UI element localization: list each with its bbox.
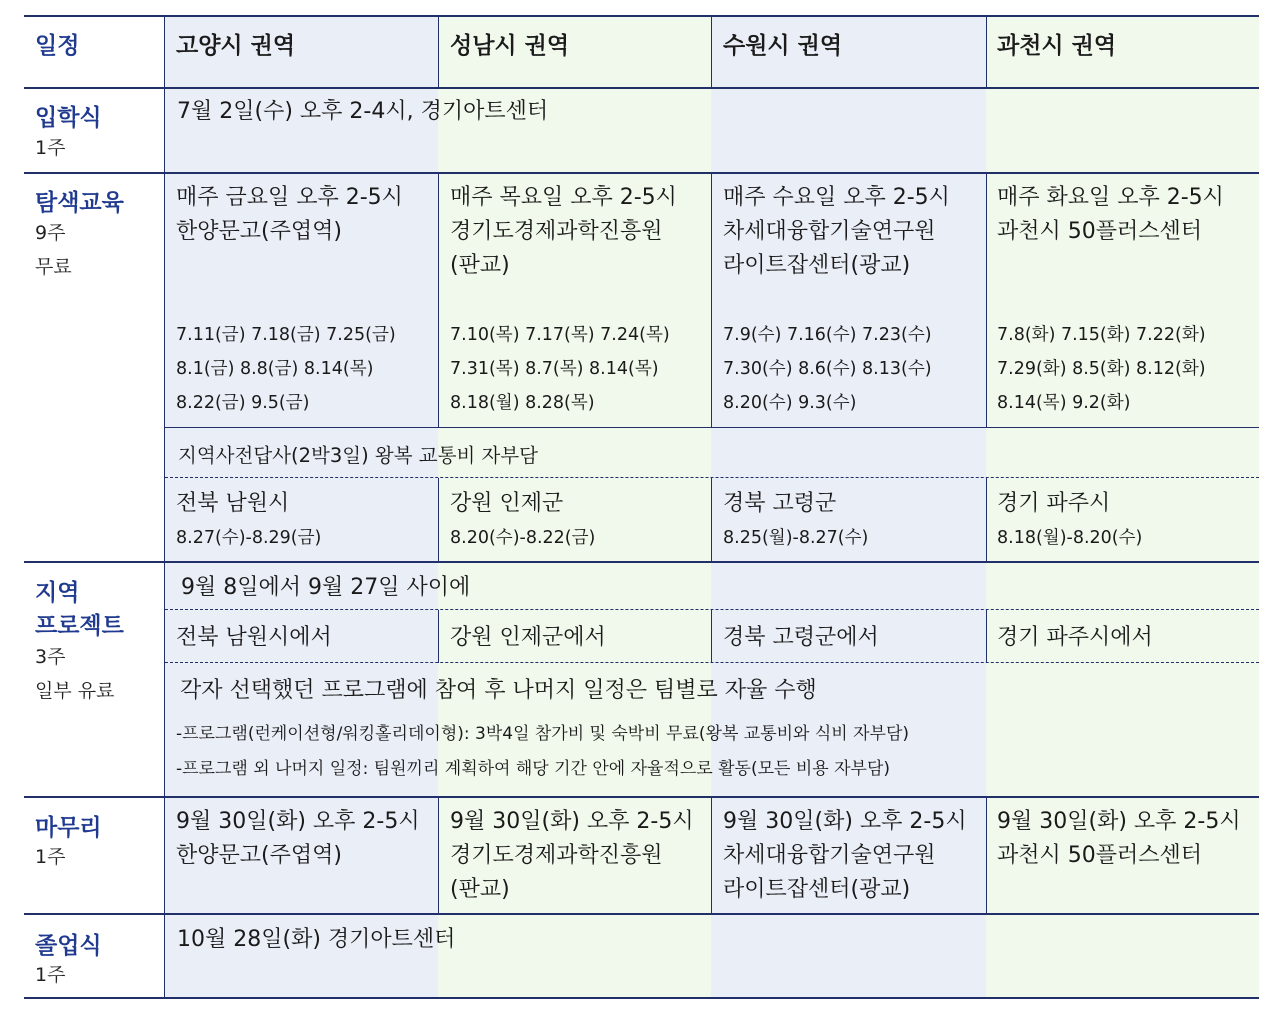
- project-main-note: 각자 선택했던 프로그램에 참여 후 나머지 일정은 팀별로 자율 수행: [180, 678, 817, 703]
- exploration-gwacheon-dates-3: 8.14(목) 9.2(화): [997, 393, 1131, 413]
- dashed-divider: [165, 477, 1259, 478]
- finish-suwon-time: 9월 30일(화) 오후 2-5시: [723, 809, 967, 834]
- finish-gwacheon-time: 9월 30일(화) 오후 2-5시: [997, 809, 1241, 834]
- exploration-suwon-dates-2: 7.30(수) 8.6(수) 8.13(수): [723, 359, 932, 379]
- row-divider: [24, 87, 1259, 89]
- column-divider: [438, 610, 439, 663]
- finish-seongnam-time: 9월 30일(화) 오후 2-5시: [450, 809, 694, 834]
- finish-suwon-place: 차세대융합기술연구원: [723, 843, 936, 868]
- exploration-fee: 무료: [35, 256, 72, 278]
- graduation-content: 10월 28일(화) 경기아트센터: [177, 927, 456, 952]
- trip-suwon-dates: 8.25(월)-8.27(수): [723, 528, 869, 548]
- column-divider: [711, 797, 712, 914]
- trip-suwon-place: 경북 고령군: [723, 491, 837, 516]
- project-place-seongnam: 강원 인제군에서: [450, 625, 606, 650]
- finish-seongnam-place: 경기도경제과학진흥원: [450, 843, 663, 868]
- exploration-goyang-dates-3: 8.22(금) 9.5(금): [176, 393, 310, 413]
- column-divider: [711, 610, 712, 663]
- exploration-goyang-place: 한양문고(주엽역): [176, 219, 342, 244]
- entrance-content: 7월 2일(수) 오후 2-4시, 경기아트센터: [177, 99, 549, 124]
- trip-note: 지역사전답사(2박3일) 왕복 교통비 자부담: [178, 444, 539, 467]
- header-seongnam: 성남시 권역: [450, 33, 570, 59]
- header-suwon: 수원시 권역: [723, 33, 843, 59]
- project-fee: 일부 유료: [35, 680, 115, 702]
- exploration-goyang-dates-2: 8.1(금) 8.8(금) 8.14(목): [176, 359, 374, 379]
- column-divider: [986, 797, 987, 914]
- header-schedule: 일정: [35, 33, 80, 59]
- finish-gwacheon-place: 과천시 50플러스센터: [997, 843, 1203, 868]
- column-divider: [711, 478, 712, 562]
- exploration-suwon-place: 차세대융합기술연구원: [723, 219, 936, 244]
- exploration-goyang-time: 매주 금요일 오후 2-5시: [176, 185, 403, 210]
- exploration-seongnam-dates-1: 7.10(목) 7.17(목) 7.24(목): [450, 325, 670, 345]
- dashed-divider: [165, 662, 1259, 663]
- project-note-2: -프로그램 외 나머지 일정: 팀원끼리 계획하여 해당 기간 안에 자율적으로 활동(모든 비용 자부담): [176, 759, 891, 779]
- exploration-goyang-dates-1: 7.11(금) 7.18(금) 7.25(금): [176, 325, 396, 345]
- header-goyang: 고양시 권역: [176, 33, 296, 59]
- trip-seongnam-place: 강원 인제군: [450, 491, 564, 516]
- column-divider: [711, 173, 712, 428]
- exploration-seongnam-dates-2: 7.31(목) 8.7(목) 8.14(목): [450, 359, 659, 379]
- project-title-2: 프로젝트: [35, 613, 124, 639]
- column-divider: [986, 173, 987, 428]
- trip-gwacheon-dates: 8.18(월)-8.20(수): [997, 528, 1143, 548]
- exploration-suwon-time: 매주 수요일 오후 2-5시: [723, 185, 950, 210]
- row-divider: [24, 172, 1259, 174]
- exploration-title: 탐색교육: [35, 190, 124, 216]
- exploration-gwacheon-dates-1: 7.8(화) 7.15(화) 7.22(화): [997, 325, 1206, 345]
- exploration-gwacheon-place: 과천시 50플러스센터: [997, 219, 1203, 244]
- trip-goyang-place: 전북 남원시: [176, 491, 290, 516]
- exploration-seongnam-dates-3: 8.18(월) 8.28(목): [450, 393, 595, 413]
- column-divider: [986, 610, 987, 663]
- row-divider: [24, 796, 1259, 798]
- project-note-1: -프로그램(런케이션형/워킹홀리데이형): 3박4일 참가비 및 숙박비 무료(왕복 교통비와 식비 자부담): [176, 724, 910, 744]
- trip-seongnam-dates: 8.20(수)-8.22(금): [450, 528, 596, 548]
- column-divider: [438, 797, 439, 914]
- row-divider: [24, 561, 1259, 563]
- trip-gwacheon-place: 경기 파주시: [997, 491, 1111, 516]
- project-title-1: 지역: [35, 580, 80, 606]
- dashed-divider: [165, 609, 1259, 610]
- finish-seongnam-place-2: (판교): [450, 877, 510, 902]
- project-place-suwon: 경북 고령군에서: [723, 625, 879, 650]
- column-divider: [711, 16, 712, 88]
- exploration-seongnam-time: 매주 목요일 오후 2-5시: [450, 185, 677, 210]
- finish-suwon-place-2: 라이트잡센터(광교): [723, 877, 911, 902]
- column-divider: [438, 16, 439, 88]
- column-divider: [438, 478, 439, 562]
- exploration-suwon-dates-1: 7.9(수) 7.16(수) 7.23(수): [723, 325, 932, 345]
- table-bottom-border: [24, 997, 1259, 999]
- column-divider: [986, 16, 987, 88]
- graduation-title: 졸업식: [35, 933, 102, 959]
- finish-goyang-place: 한양문고(주엽역): [176, 843, 342, 868]
- exploration-seongnam-place-2: (판교): [450, 253, 510, 278]
- finish-duration: 1주: [35, 846, 66, 868]
- exploration-gwacheon-time: 매주 화요일 오후 2-5시: [997, 185, 1224, 210]
- table-top-border: [24, 15, 1259, 17]
- exploration-duration: 9주: [35, 222, 66, 244]
- column-divider: [438, 173, 439, 428]
- project-period: 9월 8일에서 9월 27일 사이에: [181, 575, 471, 600]
- entrance-duration: 1주: [35, 137, 66, 159]
- exploration-seongnam-place: 경기도경제과학진흥원: [450, 219, 663, 244]
- project-duration: 3주: [35, 646, 66, 668]
- exploration-suwon-dates-3: 8.20(수) 9.3(수): [723, 393, 857, 413]
- finish-title: 마무리: [35, 815, 102, 841]
- row-divider: [165, 427, 1259, 428]
- project-place-gwacheon: 경기 파주시에서: [997, 625, 1153, 650]
- column-divider: [986, 478, 987, 562]
- graduation-duration: 1주: [35, 964, 66, 986]
- entrance-title: 입학식: [35, 105, 102, 131]
- row-divider: [24, 913, 1259, 915]
- exploration-gwacheon-dates-2: 7.29(화) 8.5(화) 8.12(화): [997, 359, 1206, 379]
- finish-goyang-time: 9월 30일(화) 오후 2-5시: [176, 809, 420, 834]
- trip-goyang-dates: 8.27(수)-8.29(금): [176, 528, 322, 548]
- exploration-suwon-place-2: 라이트잡센터(광교): [723, 253, 911, 278]
- project-place-goyang: 전북 남원시에서: [176, 625, 332, 650]
- column-divider: [164, 16, 165, 998]
- header-gwacheon: 과천시 권역: [997, 33, 1117, 59]
